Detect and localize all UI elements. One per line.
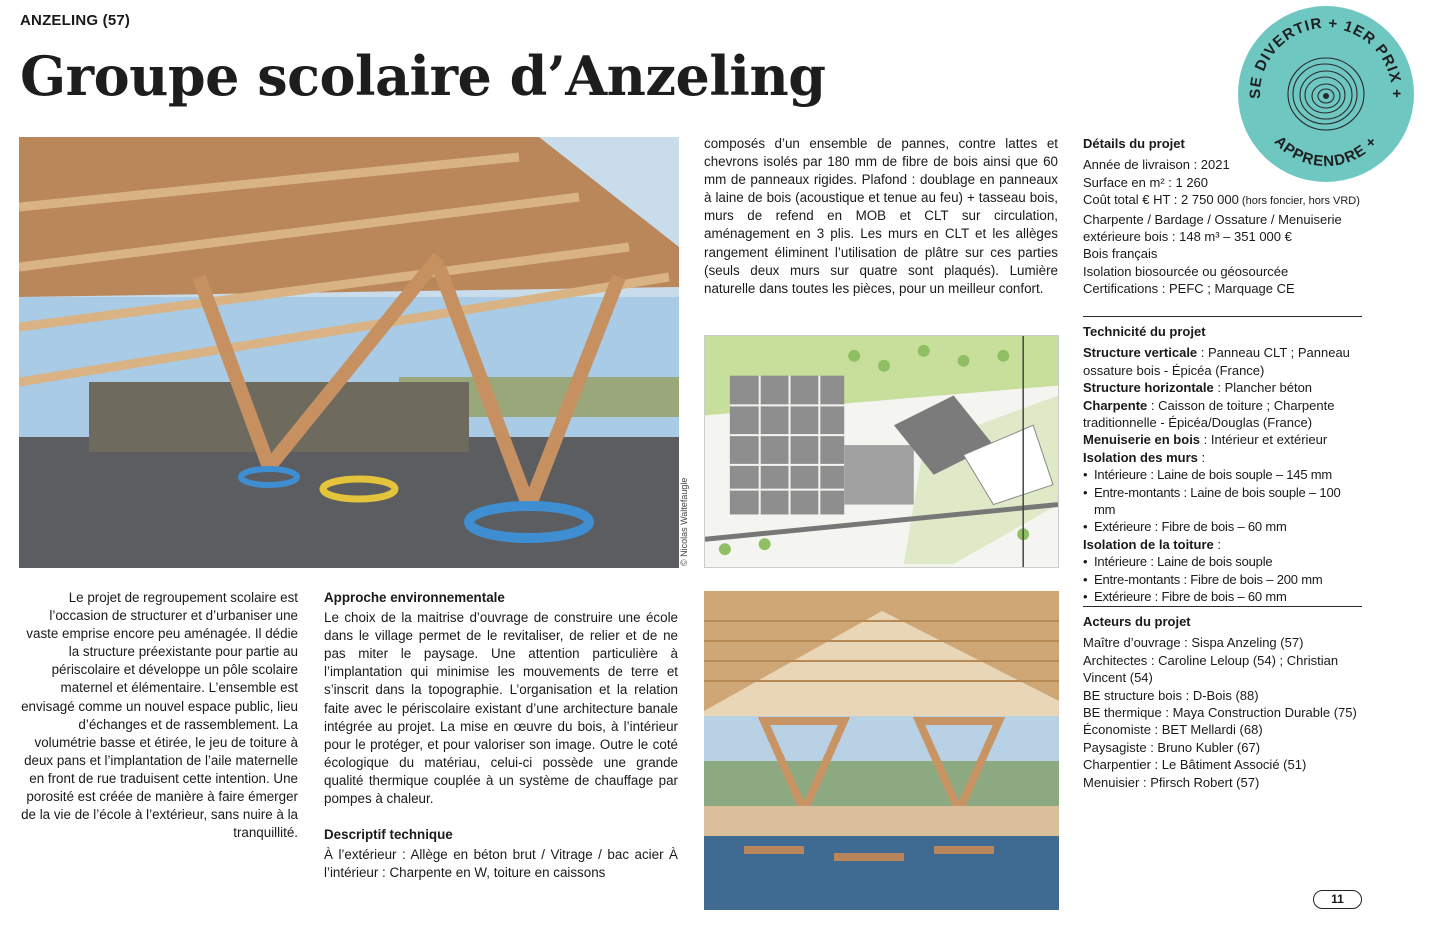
middle-column	[324, 589, 678, 882]
details-title: Détails du projet	[1083, 136, 1185, 151]
list-item: • Intérieure : Laine de bois souple – 145 mm	[1083, 466, 1362, 483]
technical-text-continued: composés d’un ensemble de pannes, contre lattes et chevrons isolés par 180 mm de fibre de bois ainsi que 60 mm de panneaux rigides. Plafond : doublage en panneaux à laine de bois (acoustique et tenue au feu) + tasseau bois, murs de refend en MOB et CLT sur circulation, aménagement en 3 plis. Les murs en CLT et les allèges rangement éliminent l’utilisation de plâtre sur ces parties (seuls deux murs sur quatre sont plaqués). Lumière naturelle dans toutes les pièces, pour un meilleur confort.	[704, 136, 1058, 296]
technicity-title: Technicité du projet	[1083, 324, 1206, 339]
section-kicker: ANZELING (57)	[20, 12, 131, 29]
classroom-photo	[704, 591, 1059, 910]
list-item: Architectes : Caroline Leloup (54) ; Christian Vincent (54)	[1083, 652, 1339, 686]
environment-text: Le choix de la maitrise d’ouvrage de construire une école dans le village permet de le revitaliser, de relier et de ne pas miter le paysage. Une attention particulière à l’implantation qui minimise les mouvements de terre et s’inscrit dans la topographie. L’organisation et la relation faite avec le périscolaire existant d’une architecture banale intégrée au projet. La mise en œuvre du bois, à l’intérieur pour le protéger, et pour valoriser son image. Outre le coté écologique du matériau, celui-ci possède une grande qualité thermique couplée à un système de chauffage par pompes à chaleur.	[324, 610, 678, 807]
wall-insulation-suffix: :	[1197, 449, 1206, 465]
list-item: • Entre-montants : Laine de bois souple – 100 mm	[1083, 484, 1362, 519]
playground-photo	[19, 137, 679, 568]
badge-top-text: SE DIVERTIR + 1ER PRIX +	[1246, 14, 1406, 99]
divider	[1083, 606, 1362, 607]
list-item: BE structure bois : D-Bois (88)	[1083, 687, 1259, 703]
list-item: Paysagiste : Bruno Kubler (67)	[1083, 739, 1261, 755]
details-cost	[1083, 191, 1362, 210]
horizontal-structure-value: : Plancher béton	[1213, 380, 1313, 396]
environment-heading: Approche environnementale	[324, 590, 505, 605]
tree-rings-icon	[1288, 58, 1364, 130]
page-title: Groupe scolaire d’Anzeling	[20, 44, 826, 108]
list-item: • Intérieure : Laine de bois souple	[1083, 553, 1362, 570]
list-item: • Entre-montants : Fibre de bois – 200 mm	[1083, 571, 1362, 588]
frame-value: : Caisson de toiture ; Charpente traditionnelle - Épicéa/Douglas (France)	[1083, 397, 1335, 431]
list-item: Économiste : BET Mellardi (68)	[1083, 722, 1263, 738]
wall-insulation-label: Isolation des murs	[1083, 449, 1198, 465]
technical-text-start: À l’extérieur : Allège en béton brut / Vitrage / bac acier À l’intérieur : Charpente en W, toiture en caissons	[324, 847, 678, 881]
list-item: Menuisier : Pfirsch Robert (57)	[1083, 774, 1260, 790]
details-cost-label: Coût total € HT : 2 750 000	[1083, 192, 1239, 208]
details-origin: Bois français	[1083, 246, 1158, 262]
horizontal-structure-label: Structure horizontale	[1083, 380, 1214, 396]
joinery-label: Menuiserie en bois	[1083, 432, 1201, 448]
divider	[1083, 316, 1362, 317]
project-details	[1083, 135, 1362, 298]
technical-heading: Descriptif technique	[324, 827, 453, 843]
details-cost-note: (hors foncier, hors VRD)	[1238, 195, 1360, 208]
list-item: Charpentier : Le Bâtiment Associé (51)	[1083, 757, 1307, 773]
vertical-structure-label: Structure verticale	[1083, 345, 1198, 361]
project-technicity	[1083, 316, 1362, 606]
joinery-value: : Intérieur et extérieur	[1200, 432, 1328, 448]
page-number: 11	[1313, 890, 1362, 909]
details-insulation: Isolation biosourcée ou géosourcée	[1083, 263, 1289, 279]
svg-text:SE DIVERTIR + 1ER PRIX +	[1247, 15, 1405, 99]
site-plan-image	[704, 335, 1059, 568]
badge-bottom-text: APPRENDRE +	[1270, 132, 1381, 171]
actors-title: Acteurs du projet	[1083, 614, 1191, 629]
intro-paragraph: Le projet de regroupement scolaire est l’occasion de structurer et d’urbaniser une vaste emprise encore peu aménagée. Il dédie la structure préexistante pour partie au périscolaire et développe un pôle scolaire maternel et élémentaire. L’ensemble est envisagé comme un nouvel espace public, lieu d’échanges et de rassemblement. La volumétrie basse et étirée, le jeu de toiture à deux pans et l’implantation de l’aile maternelle en front de rue traduisent cette intention. Une porosité est créée de manière à faire émerger de la vie de l’école à l’extérieur, sans nuire à la tranquillité.	[21, 590, 298, 841]
photo-credit: © Nicolas Waltefaugle	[679, 477, 689, 566]
list-item: • Extérieure : Fibre de bois – 60 mm	[1083, 518, 1362, 535]
list-item: • Extérieure : Fibre de bois – 60 mm	[1083, 588, 1362, 605]
project-actors	[1083, 606, 1362, 791]
frame-label: Charpente	[1083, 397, 1148, 413]
vertical-structure-value: : Panneau CLT ; Panneau ossature bois - Épicéa (France)	[1083, 345, 1350, 378]
details-wood: Charpente / Bardage / Ossature / Menuiserie extérieure bois : 148 m³ – 351 000 €	[1083, 211, 1342, 245]
list-item: Maître d’ouvrage : Sispa Anzeling (57)	[1083, 635, 1304, 651]
list-item: BE thermique : Maya Construction Durable (75)	[1083, 705, 1357, 721]
details-certifications: Certifications : PEFC ; Marquage CE	[1083, 281, 1295, 297]
roof-insulation-label: Isolation de la toiture	[1083, 536, 1214, 552]
roof-insulation-suffix: :	[1213, 536, 1221, 552]
details-year: Année de livraison : 2021	[1083, 157, 1230, 173]
details-surface: Surface en m² : 1 260	[1083, 174, 1209, 190]
